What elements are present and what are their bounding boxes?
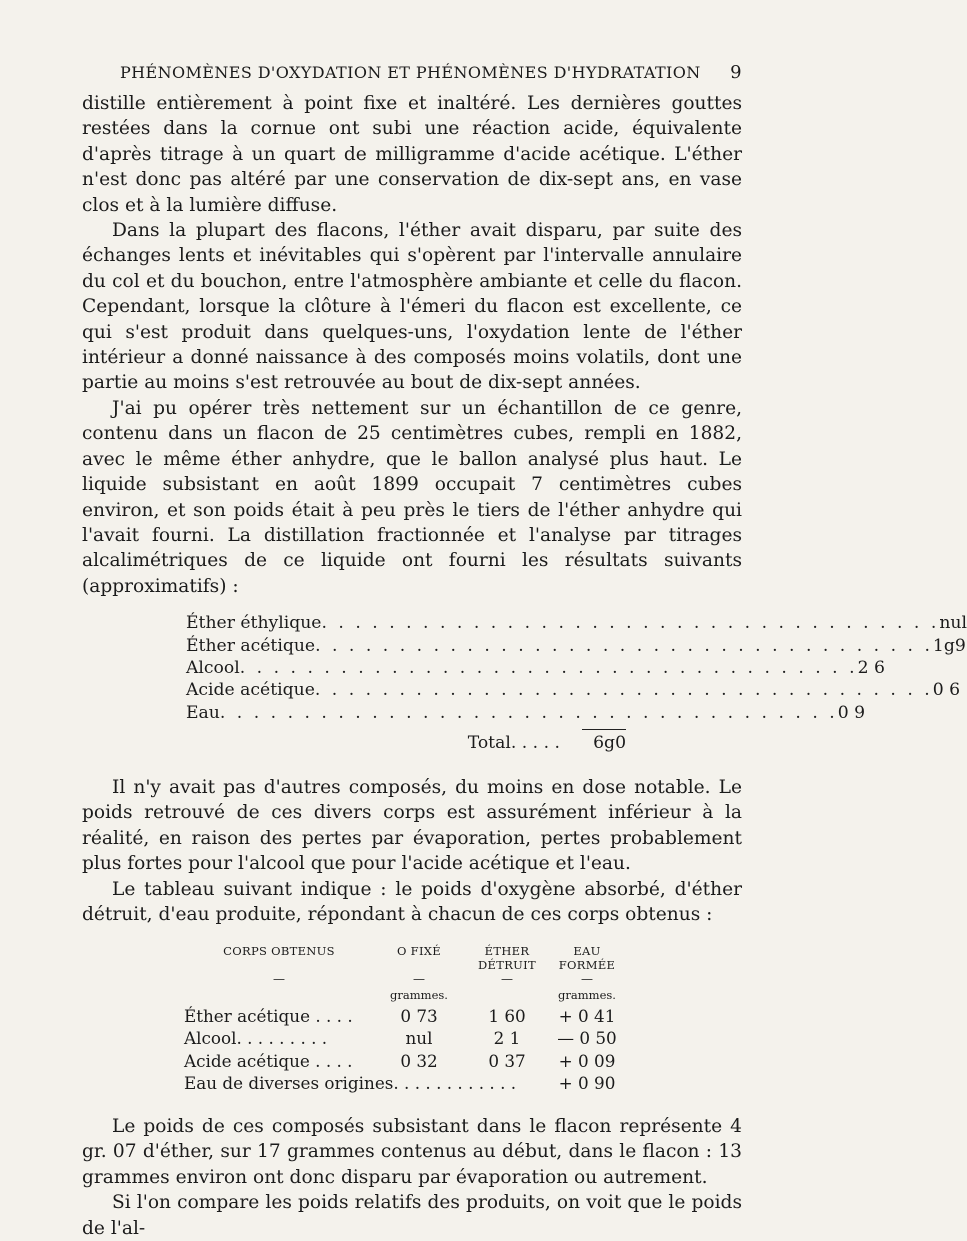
composition-row: Alcool . . . . . . . . . . . . . . . . . . . . . . . . . . . . . . . . . . . . . 2 6 xyxy=(186,657,885,678)
cell-ether: 0 37 xyxy=(488,1050,526,1071)
paragraph-1: distille entièrement à point fixe et inaltéré. Les dernières gouttes restées dans la cornue ont subi une réaction acide, équivalente d'après titrage à un quart de milligramme d'acide acétique. L'éther n'est donc pas altéré par une conservation de dix-sept ans, en vase clos et à la lumière diffuse. xyxy=(82,93,742,216)
unit-eau: grammes. xyxy=(558,987,616,1002)
table-row xyxy=(184,1028,624,1051)
composition-value: nul xyxy=(939,613,967,634)
total-label: Total. . . . . xyxy=(467,733,560,754)
row-label: Éther acétique . . . . xyxy=(184,1005,353,1026)
paragraph-2: Dans la plupart des flacons, l'éther avait disparu, par suite des échanges lents et inévitables qui s'opèrent par l'intervalle annulaire du col et du bouchon, entre l'atmosphère ambiante et celle du flacon. Cependant, lorsque la clôture à l'émeri du flacon est excellente, ce qui s'est produit dans quelques-uns, l'oxydation lente de l'éther intérieur a donné naissance à des composés moins volatils, dont une partie au moins s'est retrouvée au bout de dix-sept années. xyxy=(82,220,742,394)
cell-o: nul xyxy=(405,1028,433,1049)
header-ether: ÉTHER DÉTRUIT xyxy=(478,943,536,972)
composition-value: 1g9 xyxy=(932,635,966,656)
results-table: CORPS OBTENUS O FIXÉ ÉTHER DÉTRUIT EAU FORMÉE — — — — grammes. grammes. Éther acétique . . . . 0 73 1 60 + 0 41 Alcool. . . . . . . . . nul 2 1 — 0 50 Acide acétique . . . . 0 32 0 37 + 0 09 Eau de diverses origines. . . . . . . . . . . . + 0 90 xyxy=(184,944,624,1096)
cell-eau: — 0 50 xyxy=(557,1028,617,1049)
paragraph-5: Le tableau suivant indique : le poids d'oxygène absorbé, d'éther détruit, d'eau produite, répondant à chacun de ces corps obtenus : xyxy=(82,878,742,926)
header-o-fixe: O FIXÉ xyxy=(397,943,441,958)
cell-eau: + 0 09 xyxy=(558,1050,616,1071)
cell-ether: 2 1 xyxy=(493,1028,521,1049)
composition-row: Éther acétique . . . . . . . . . . . . . . . . . . . . . . . . . . . . . . . . . . . . . 1g9 xyxy=(186,635,966,656)
composition-label: Alcool xyxy=(186,657,240,678)
cell-o: 0 73 xyxy=(400,1005,438,1026)
composition-row: Eau . . . . . . . . . . . . . . . . . . . . . . . . . . . . . . . . . . . . . 0 9 xyxy=(186,702,866,723)
total-rule xyxy=(582,729,626,730)
table-row xyxy=(184,1073,624,1096)
paragraph-6: Le poids de ces composés subsistant dans le flacon représente 4 gr. 07 d'éther, sur 17 grammes contenus au début, dans le flacon : 13 grammes environ ont donc disparu par évaporation ou autrement. xyxy=(82,1115,742,1188)
composition-label: Éther éthylique xyxy=(186,613,322,634)
row-label: Acide acétique . . . . xyxy=(184,1050,353,1071)
composition-value: 0 6 xyxy=(932,680,961,701)
table-row xyxy=(184,1051,624,1074)
composition-total xyxy=(186,733,626,757)
composition-label: Acide acétique xyxy=(186,680,315,701)
table-row xyxy=(184,1006,624,1029)
header-corps: CORPS OBTENUS xyxy=(223,943,335,958)
composition-label: Éther acétique xyxy=(186,635,316,656)
row-label: Eau de diverses origines. . . . . . . . . . . . xyxy=(184,1073,517,1094)
table-header xyxy=(184,944,624,972)
composition-row: Éther éthylique . . . . . . . . . . . . . . . . . . . . . . . . . . . . . . . . . . . . . nul xyxy=(186,613,967,634)
paragraph-7: Si l'on compare les poids relatifs des produits, on voit que le poids de l'al- xyxy=(82,1192,742,1239)
composition-row: Acide acétique . . . . . . . . . . . . . . . . . . . . . . . . . . . . . . . . . . . . . 0 6 xyxy=(186,680,961,701)
paragraph-3: J'ai pu opérer très nettement sur un échantillon de ce genre, contenu dans un flacon de 25 centimètres cubes, rempli en 1882, avec le même éther anhydre, que le ballon analysé plus haut. Le liquide subsistant en août 1899 occupait 7 centimètres cubes environ, et son poids était à peu près le tiers de l'éther anhydre qui l'avait fourni. La distillation fractionnée et l'analyse par titrages alcalimétriques de ce liquide ont fourni les résultats suivants (approximatifs) : xyxy=(82,397,742,597)
running-header xyxy=(120,62,742,83)
row-label: Alcool. . . . . . . . . xyxy=(184,1028,328,1049)
header-eau: EAU FORMÉE xyxy=(558,943,616,972)
composition-value: 2 6 xyxy=(857,657,885,678)
composition-list xyxy=(186,613,967,757)
running-title: PHÉNOMÈNES D'OXYDATION ET PHÉNOMÈNES D'HYDRATATION xyxy=(120,63,701,82)
page xyxy=(82,62,967,1241)
composition-label: Eau xyxy=(186,702,220,723)
cell-ether: 1 60 xyxy=(488,1005,526,1026)
cell-o: 0 32 xyxy=(400,1050,438,1071)
unit-o: grammes. xyxy=(390,987,448,1002)
cell-eau: + 0 90 xyxy=(558,1073,616,1094)
cell-eau: + 0 41 xyxy=(558,1005,616,1026)
table-units xyxy=(184,988,624,1006)
composition-value: 0 9 xyxy=(837,702,866,723)
page-number: 9 xyxy=(730,62,742,83)
paragraph-4: Il n'y avait pas d'autres composés, du moins en dose notable. Le poids retrouvé de ces divers corps est assurément inférieur à la réalité, en raison des pertes par évaporation, pertes probablement plus fortes pour l'alcool que pour l'acide acétique et l'eau. xyxy=(82,777,742,875)
total-value: 6g0 xyxy=(593,733,626,754)
